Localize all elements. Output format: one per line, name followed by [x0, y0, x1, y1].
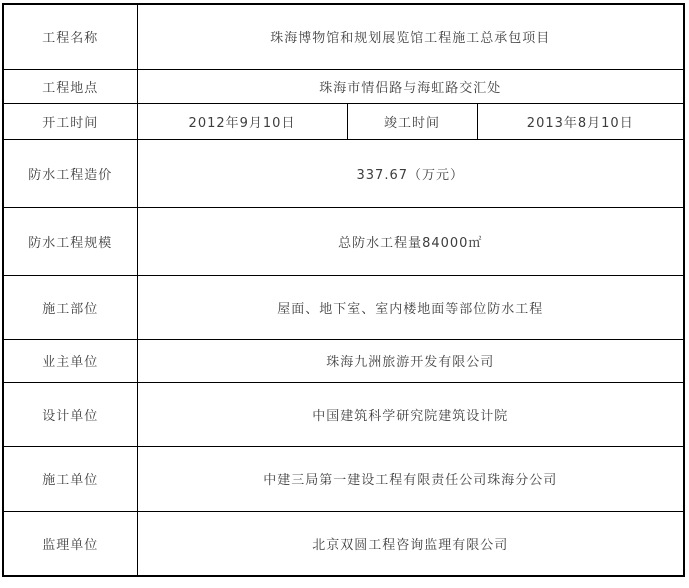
label-start-date: 开工时间	[3, 103, 137, 139]
table-row-project-name	[3, 4, 684, 69]
value-project-name: 珠海博物馆和规划展览馆工程施工总承包项目	[137, 4, 684, 69]
value-project-location: 珠海市情侣路与海虹路交汇处	[137, 69, 684, 103]
value-construction-parts: 屋面、地下室、室内楼地面等部位防水工程	[137, 275, 684, 339]
value-construction-unit: 中建三局第一建设工程有限责任公司珠海分公司	[137, 446, 684, 511]
value-supervision-unit: 北京双圆工程咨询监理有限公司	[137, 511, 684, 576]
value-completion-date: 2013年8月10日	[477, 103, 684, 139]
table-row-supervision-unit	[3, 511, 684, 576]
table-row-waterproof-scale	[3, 207, 684, 275]
value-design-unit: 中国建筑科学研究院建筑设计院	[137, 382, 684, 446]
table-row-owner-unit	[3, 339, 684, 382]
project-info-table	[2, 3, 685, 577]
label-waterproof-cost: 防水工程造价	[3, 139, 137, 207]
value-waterproof-scale: 总防水工程量84000㎡	[137, 207, 684, 275]
label-project-name: 工程名称	[3, 4, 137, 69]
table-row-construction-unit	[3, 446, 684, 511]
value-waterproof-cost: 337.67（万元）	[137, 139, 684, 207]
table-row-dates	[3, 103, 684, 139]
value-start-date: 2012年9月10日	[137, 103, 347, 139]
table-row-design-unit	[3, 382, 684, 446]
label-supervision-unit: 监理单位	[3, 511, 137, 576]
label-waterproof-scale: 防水工程规模	[3, 207, 137, 275]
table-row-waterproof-cost	[3, 139, 684, 207]
label-construction-parts: 施工部位	[3, 275, 137, 339]
table-row-project-location	[3, 69, 684, 103]
label-design-unit: 设计单位	[3, 382, 137, 446]
label-construction-unit: 施工单位	[3, 446, 137, 511]
label-owner-unit: 业主单位	[3, 339, 137, 382]
label-completion-date: 竣工时间	[347, 103, 477, 139]
value-owner-unit: 珠海九洲旅游开发有限公司	[137, 339, 684, 382]
label-project-location: 工程地点	[3, 69, 137, 103]
table-row-construction-parts	[3, 275, 684, 339]
